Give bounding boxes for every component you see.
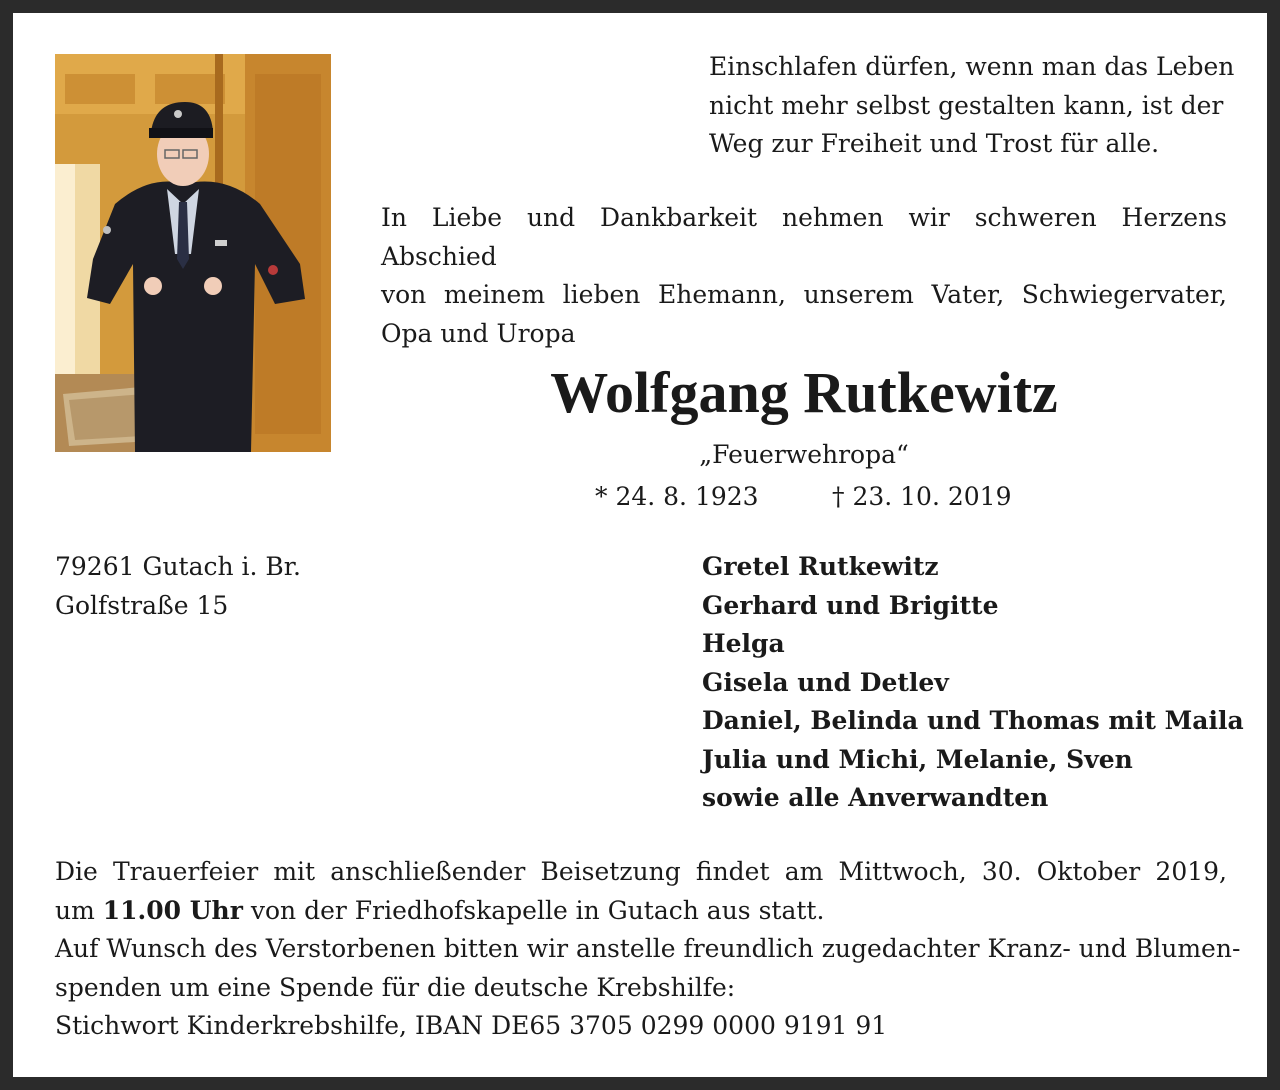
- notice-text: um: [55, 895, 103, 925]
- poem-line: nicht mehr selbst gestalten kann, ist der: [709, 90, 1224, 120]
- donation-iban: Stichwort Kinderkrebshilfe, IBAN DE65 3705 0299 0000 9191 91: [55, 1011, 888, 1040]
- mourner-name: Gretel Rutkewitz: [702, 552, 939, 581]
- poem: [709, 48, 1269, 164]
- notice-line: Auf Wunsch des Verstorbenen bitten wir anstelle freundlich zugedachter Kranz- und Blumen-: [55, 934, 1241, 963]
- mourner-name: Daniel, Belinda und Thomas mit Maila: [702, 706, 1244, 735]
- notice-line: spenden um eine Spende für die deutsche Krebshilfe:: [55, 972, 736, 1002]
- address-city: 79261 Gutach i. Br.: [55, 552, 301, 581]
- obituary-card: [13, 13, 1267, 1077]
- intro-line: Opa und Uropa: [381, 318, 576, 348]
- poem-line: Einschlafen dürfen, wenn man das Leben: [709, 52, 1235, 81]
- farewell-intro: [381, 199, 1227, 353]
- mourner-name: sowie alle Anverwandten: [702, 783, 1049, 812]
- death-date: † 23. 10. 2019: [832, 482, 1012, 511]
- funeral-notice: [55, 853, 1241, 1046]
- deceased-name: Wolfgang Rutkewitz: [550, 360, 1058, 425]
- mourner-name: Gisela und Detlev: [702, 667, 949, 697]
- mourner-name: Gerhard und Brigitte: [702, 590, 999, 620]
- notice-line: [55, 892, 1227, 931]
- address-street: Golfstraße 15: [55, 590, 229, 620]
- intro-line: In Liebe und Dankbarkeit nehmen wir schweren Herzens Abschied: [381, 203, 1227, 271]
- ceremony-time: 11.00 Uhr: [102, 895, 243, 925]
- mourner-name: Helga: [702, 629, 785, 658]
- deceased-nickname: „Feuerwehropa“: [699, 440, 909, 469]
- notice-text: von der Friedhofskapelle in Gutach aus statt.: [242, 895, 825, 925]
- portrait-photo: [55, 54, 331, 452]
- mourner-name: Julia und Michi, Melanie, Sven: [702, 744, 1133, 774]
- mourners-list: [702, 548, 1244, 818]
- address: [55, 548, 301, 625]
- poem-line: Weg zur Freiheit und Trost für alle.: [709, 129, 1160, 158]
- intro-line: von meinem lieben Ehemann, unserem Vater, Schwiegervater,: [381, 280, 1227, 309]
- birth-date: * 24. 8. 1923: [595, 482, 759, 511]
- notice-line: Die Trauerfeier mit anschließender Beisetzung findet am Mittwoch, 30. Oktober 2019,: [55, 857, 1227, 886]
